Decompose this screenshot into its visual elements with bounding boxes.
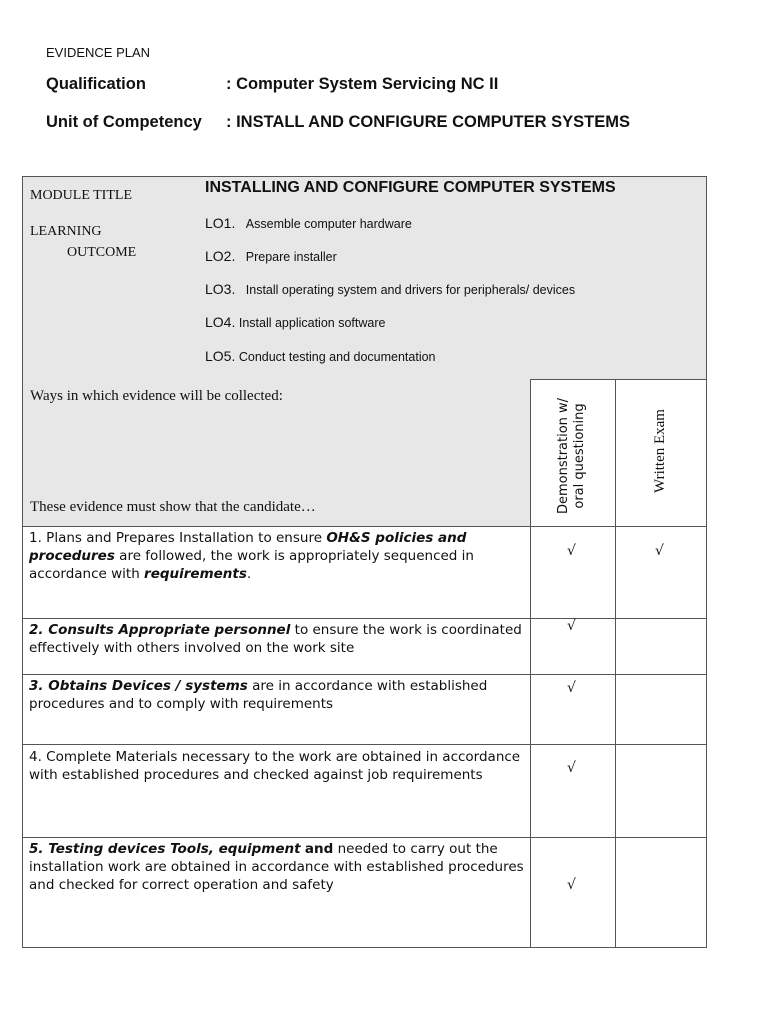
learning-outcome-item: LO2. Prepare installer (205, 248, 337, 264)
check-mark: √ (655, 543, 664, 559)
learning-outcome-label-line2: OUTCOME (67, 245, 137, 260)
criteria-row: 1. Plans and Prepares Installation to ensure OH&S policies and procedures are followed, the work is appropriately sequenced in accordance with requirements. (22, 526, 531, 619)
written-exam-cell (615, 744, 707, 838)
check-mark: √ (567, 680, 576, 696)
learning-outcome-list-cell (199, 213, 707, 380)
unit-label: Unit of Competency (46, 113, 202, 131)
written-exam-cell (615, 526, 707, 619)
learning-outcome-item: LO5. Conduct testing and documentation (205, 348, 436, 364)
check-mark: √ (567, 877, 576, 893)
demonstration-cell (530, 526, 616, 619)
document-label: EVIDENCE PLAN (46, 45, 151, 60)
check-mark: √ (567, 543, 576, 559)
demonstration-cell (530, 674, 616, 745)
demonstration-header: Demonstration w/ oral questioning (556, 397, 587, 515)
check-mark: √ (567, 618, 576, 634)
criteria-row: 4. Complete Materials necessary to the work are obtained in accordance with established procedures and checked against job requirements (22, 744, 531, 838)
evidence-description-cell (22, 379, 531, 527)
learning-outcome-item: LO3. Install operating system and drivers for peripherals/ devices (205, 281, 576, 297)
written-exam-cell (615, 837, 707, 948)
written-exam-cell (615, 618, 707, 675)
learning-outcome-label-cell (22, 213, 200, 380)
written-exam-cell (615, 674, 707, 745)
evidence-must-show-label: These evidence must show that the candidate… (30, 499, 316, 515)
written-exam-header: Written Exam (652, 409, 668, 493)
demonstration-cell (530, 618, 616, 675)
module-title: INSTALLING AND CONFIGURE COMPUTER SYSTEMS (205, 179, 616, 196)
qualification-label: Qualification (46, 75, 146, 93)
module-title-label: MODULE TITLE (30, 188, 132, 203)
demonstration-cell (530, 744, 616, 838)
criteria-row: 5. Testing devices Tools, equipment and needed to carry out the installation work are obtained in accordance with established procedures and checked for correct operation and safety (22, 837, 531, 948)
module-title-label-cell (22, 176, 200, 214)
qualification-value: : Computer System Servicing NC II (226, 75, 499, 93)
demonstration-cell (530, 837, 616, 948)
unit-value: : INSTALL AND CONFIGURE COMPUTER SYSTEMS (226, 113, 630, 131)
check-mark: √ (567, 760, 576, 776)
learning-outcome-label-line1: LEARNING (30, 224, 102, 239)
written-exam-header-cell (615, 379, 707, 527)
demonstration-header-cell (530, 379, 616, 527)
criteria-row: 2. Consults Appropriate personnel to ensure the work is coordinated effectively with others involved on the work site (22, 618, 531, 675)
learning-outcome-item: LO4. Install application software (205, 314, 386, 330)
learning-outcome-item: LO1. Assemble computer hardware (205, 215, 412, 231)
criteria-row: 3. Obtains Devices / systems are in accordance with established procedures and to comply with requirements (22, 674, 531, 745)
ways-evidence-label: Ways in which evidence will be collected: (30, 388, 283, 404)
module-title-value-cell (199, 176, 707, 214)
